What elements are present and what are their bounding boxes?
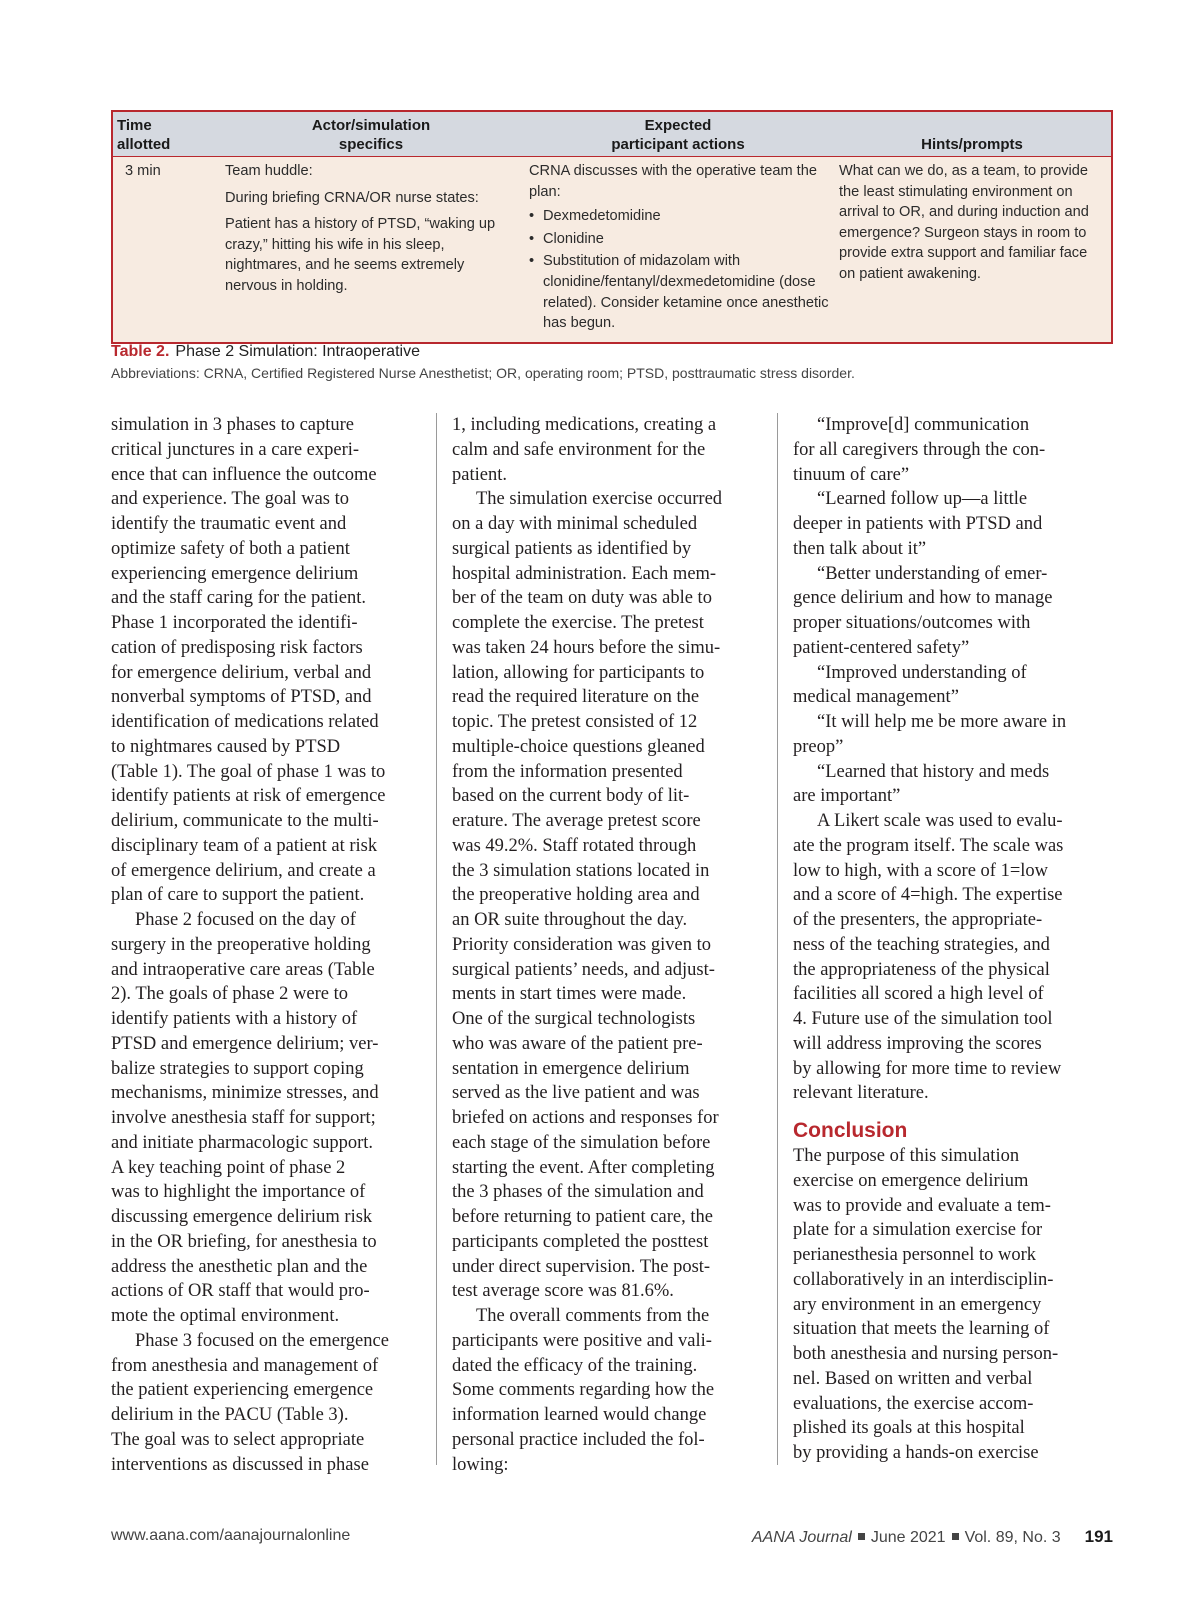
text-line: for emergence delirium, verbal and [111, 662, 372, 683]
text-line: delirium, communicate to the multi- [111, 811, 379, 831]
text-line: and initiate pharmacologic support. [111, 1132, 374, 1153]
actor-line: Patient has a history of PTSD, “waking up crazy,” hitting his wife in his sleep, nightmares, and he seems extremely nervous in holding. [225, 216, 496, 294]
text-line: who was aware of the patient pre- [452, 1033, 703, 1054]
text-line: participants completed the posttest [452, 1231, 709, 1252]
text-line: gence delirium and how to manage [793, 588, 1053, 609]
text-line: was to provide and evaluate a tem- [793, 1195, 1051, 1216]
text-line: The goal was to select appropriate [111, 1429, 365, 1450]
text-line: of the presenters, the appropriate- [793, 910, 1043, 930]
text-line: ate the program itself. The scale was [793, 835, 1064, 856]
text-line: involve anesthesia staff for support; [111, 1108, 376, 1128]
text-line: evaluations, the exercise accom- [793, 1393, 1034, 1414]
text-line: under direct supervision. The post- [452, 1256, 711, 1277]
text-line: was taken 24 hours before the simu- [452, 637, 721, 658]
text-line: to nightmares caused by PTSD [111, 736, 341, 757]
text-line: information learned would change [452, 1405, 707, 1425]
text-line: plate for a simulation exercise for [793, 1220, 1043, 1241]
paragraph [111, 413, 411, 908]
text-line: starting the event. After completing [452, 1157, 715, 1178]
cell-actor [219, 157, 523, 342]
text-line: by providing a hands-on exercise [793, 1443, 1039, 1463]
text-line: sentation in emergence delirium [452, 1058, 690, 1079]
text-line: are important” [793, 786, 901, 807]
table-row [113, 157, 1111, 342]
text-line: personal practice included the fol- [452, 1429, 705, 1450]
phase2-table [113, 112, 1111, 342]
separator-square-icon [858, 1533, 865, 1540]
text-line: ments in start times were made. [452, 984, 687, 1005]
text-line: will address improving the scores [793, 1033, 1042, 1054]
text-line: cation of predisposing risk factors [111, 637, 363, 658]
text-line: perianesthesia personnel to work [793, 1245, 1036, 1265]
text-line: was 49.2%. Staff rotated through [452, 835, 697, 856]
actor-line: Team huddle: [225, 163, 313, 179]
text-line: facilities all scored a high level of [793, 984, 1044, 1005]
text-line: deeper in patients with PTSD and [793, 514, 1043, 534]
text-line: plan of care to support the patient. [111, 885, 365, 906]
text-line: nel. Based on written and verbal [793, 1368, 1033, 1389]
text-line: an OR suite throughout the day. [452, 910, 688, 930]
text-line: and a score of 4=high. The expertise [793, 885, 1063, 906]
header-expected-actions: Expected participant actions [523, 112, 833, 157]
text-line: The overall comments from the [476, 1306, 710, 1326]
text-line: the appropriateness of the physical [793, 959, 1050, 980]
separator-square-icon [952, 1533, 959, 1540]
text-line: disciplinary team of a patient at risk [111, 835, 378, 856]
text-line: relevant literature. [793, 1083, 929, 1104]
paragraph [793, 562, 1093, 661]
text-column-2 [452, 413, 752, 1477]
conclusion-heading: Conclusion [793, 1119, 908, 1142]
text-line: hospital administration. Each mem- [452, 563, 717, 584]
header-hints-prompts: Hints/prompts [833, 112, 1111, 157]
text-line: by allowing for more time to review [793, 1058, 1062, 1079]
text-line: critical junctures in a care experi- [111, 439, 360, 460]
text-line: of emergence delirium, and create a [111, 860, 376, 881]
text-line: discussing emergence delirium risk [111, 1207, 373, 1227]
text-column-3 [793, 413, 1093, 1466]
column-divider [777, 413, 778, 1465]
expected-item: • Dexmedetomidine [529, 206, 829, 227]
text-line: in the OR briefing, for anesthesia to [111, 1231, 377, 1252]
text-line: test average score was 81.6%. [452, 1281, 674, 1302]
text-line: The purpose of this simulation [793, 1146, 1020, 1166]
text-line: read the required literature on the [452, 687, 700, 708]
text-line: preop” [793, 736, 844, 757]
text-line: before returning to patient care, the [452, 1207, 713, 1227]
expected-list [529, 206, 829, 334]
text-line: “Improved understanding of [817, 662, 1027, 683]
text-line: collaboratively in an interdisciplin- [793, 1269, 1054, 1290]
text-line: ary environment in an emergency [793, 1294, 1042, 1315]
simulation-table [111, 110, 1113, 344]
text-line: mote the optimal environment. [111, 1306, 340, 1326]
text-line: dated the efficacy of the training. [452, 1355, 698, 1376]
text-line: the 3 simulation stations located in [452, 860, 710, 881]
text-line: “Learned that history and meds [817, 761, 1050, 782]
text-line: proper situations/outcomes with [793, 613, 1031, 633]
paragraph [111, 1329, 411, 1478]
text-line: interventions as discussed in phase [111, 1454, 369, 1475]
text-line: address the anesthetic plan and the [111, 1256, 368, 1277]
text-line: surgical patients as identified by [452, 538, 692, 559]
table-caption [111, 343, 420, 361]
text-line: from anesthesia and management of [111, 1355, 379, 1376]
paragraph [452, 487, 752, 1304]
text-line: “It will help me be more aware in [817, 712, 1067, 732]
paragraph [793, 661, 1093, 711]
text-line: “Better understanding of emer- [817, 563, 1048, 584]
text-line: and intraoperative care areas (Table [111, 959, 375, 980]
text-line: lowing: [452, 1454, 509, 1475]
text-line: simulation in 3 phases to capture [111, 415, 355, 435]
header-actor-specifics: Actor/simulation specifics [219, 112, 523, 157]
paragraph [793, 1144, 1093, 1466]
text-line: was to highlight the importance of [111, 1182, 366, 1203]
text-line: situation that meets the learning of [793, 1319, 1050, 1340]
cell-expected [523, 157, 833, 342]
text-line: identify the traumatic event and [111, 514, 347, 534]
text-line: briefed on actions and responses for [452, 1108, 719, 1128]
text-line: for all caregivers through the con- [793, 439, 1046, 460]
page-number: 191 [1084, 1527, 1113, 1546]
paragraph [793, 809, 1093, 1106]
text-line: 2). The goals of phase 2 were to [111, 984, 349, 1005]
text-line: the patient experiencing emergence [111, 1380, 374, 1401]
cell-time: 3 min [113, 157, 219, 342]
text-line: actions of OR staff that would pro- [111, 1281, 370, 1302]
footer-url: www.aana.com/aanajournalonline [111, 1527, 351, 1544]
text-line: patient-centered safety” [793, 637, 970, 658]
text-line: identify patients with a history of [111, 1009, 358, 1029]
text-line: lation, allowing for participants to [452, 662, 705, 683]
text-line: identification of medications related [111, 712, 379, 732]
text-line: 4. Future use of the simulation tool [793, 1009, 1053, 1029]
text-line: exercise on emergence delirium [793, 1170, 1029, 1191]
text-line: and the staff caring for the patient. [111, 588, 366, 609]
paragraph [793, 710, 1093, 760]
paragraph [452, 1304, 752, 1477]
paragraph [452, 413, 752, 487]
text-line: optimize safety of both a patient [111, 538, 350, 559]
text-line: “Improve[d] communication [817, 415, 1030, 435]
text-line: the preoperative holding area and [452, 885, 700, 906]
text-line: complete the exercise. The pretest [452, 613, 704, 633]
text-line: identify patients at risk of emergence [111, 786, 386, 807]
column-divider [436, 413, 437, 1465]
paragraph [793, 413, 1093, 487]
expected-item: • Substitution of midazolam with clonidine/fentanyl/dexmedetomidine (dose related). Consider ketamine once anesthetic has begun. [529, 251, 829, 333]
text-line: surgical patients’ needs, and adjust- [452, 959, 715, 980]
text-line: topic. The pretest consisted of 12 [452, 712, 698, 732]
text-line: served as the live patient and was [452, 1083, 700, 1104]
conclusion-body [793, 1144, 1093, 1466]
footer-date: June 2021 [870, 1529, 946, 1546]
paragraph [111, 908, 411, 1329]
text-line: tinuum of care” [793, 464, 910, 485]
text-line: Phase 1 incorporated the identifi- [111, 613, 358, 633]
text-line: Priority consideration was given to [452, 934, 711, 955]
text-line: Phase 3 focused on the emergence [135, 1330, 389, 1351]
paragraph [793, 487, 1093, 561]
text-line: from the information presented [452, 761, 683, 782]
text-line: ence that can influence the outcome [111, 464, 377, 485]
text-line: ness of the teaching strategies, and [793, 934, 1050, 955]
text-line: multiple-choice questions gleaned [452, 736, 705, 757]
table-abbreviations: Abbreviations: CRNA, Certified Registered Nurse Anesthetist; OR, operating room; PTSD, posttraumatic stress disorder. [111, 365, 855, 381]
expected-item: • Clonidine [529, 229, 829, 250]
footer-citation [752, 1527, 1113, 1547]
text-line: surgery in the preoperative holding [111, 934, 371, 955]
text-line: The simulation exercise occurred [476, 489, 723, 510]
text-line: the 3 phases of the simulation and [452, 1182, 704, 1203]
text-line: and experience. The goal was to [111, 489, 350, 510]
text-line: mechanisms, minimize stresses, and [111, 1083, 379, 1104]
text-line: (Table 1). The goal of phase 1 was to [111, 761, 386, 782]
text-line: “Learned follow up—a little [817, 489, 1028, 510]
expected-intro: CRNA discusses with the operative team the plan: [529, 163, 817, 200]
text-line: Phase 2 focused on the day of [135, 910, 356, 930]
text-line: patient. [452, 464, 507, 485]
footer-volume: Vol. 89, No. 3 [964, 1529, 1061, 1546]
text-line: PTSD and emergence delirium; ver- [111, 1033, 379, 1054]
text-line: A key teaching point of phase 2 [111, 1157, 346, 1178]
text-line: participants were positive and vali- [452, 1330, 712, 1351]
cell-hints: What can we do, as a team, to provide the least stimulating environment on arrival to OR, and during induction and emergence? Surgeon stays in room to provide extra support and familiar face on patient awakening. [833, 157, 1111, 342]
text-line: each stage of the simulation before [452, 1132, 711, 1153]
text-line: then talk about it” [793, 538, 927, 559]
actor-line: During briefing CRNA/OR nurse states: [225, 189, 479, 206]
text-line: ber of the team on duty was able to [452, 588, 712, 609]
text-line: A Likert scale was used to evalu- [817, 811, 1063, 831]
text-line: medical management” [793, 687, 959, 708]
column-3-body [793, 413, 1093, 1106]
paragraph [793, 760, 1093, 810]
text-line: on a day with minimal scheduled [452, 514, 698, 534]
table-header-row [113, 112, 1111, 157]
text-line: plished its goals at this hospital [793, 1418, 1025, 1439]
text-line: both anesthesia and nursing person- [793, 1344, 1059, 1364]
text-line: based on the current body of lit- [452, 786, 690, 807]
table-title: Phase 2 Simulation: Intraoperative [175, 343, 420, 360]
footer-journal: AANA Journal [751, 1529, 852, 1546]
text-line: Some comments regarding how the [452, 1380, 715, 1401]
text-line: calm and safe environment for the [452, 439, 706, 460]
text-line: experiencing emergence delirium [111, 563, 359, 584]
header-time-allotted: Time allotted [113, 112, 219, 157]
text-line: 1, including medications, creating a [452, 415, 717, 435]
text-column-1 [111, 413, 411, 1477]
text-line: erature. The average pretest score [452, 811, 701, 831]
table-label: Table 2. [111, 343, 170, 360]
text-line: One of the surgical technologists [452, 1009, 696, 1029]
text-line: delirium in the PACU (Table 3). [111, 1405, 349, 1425]
text-line: low to high, with a score of 1=low [793, 860, 1049, 881]
text-line: nonverbal symptoms of PTSD, and [111, 687, 372, 708]
text-line: balize strategies to support coping [111, 1058, 364, 1079]
